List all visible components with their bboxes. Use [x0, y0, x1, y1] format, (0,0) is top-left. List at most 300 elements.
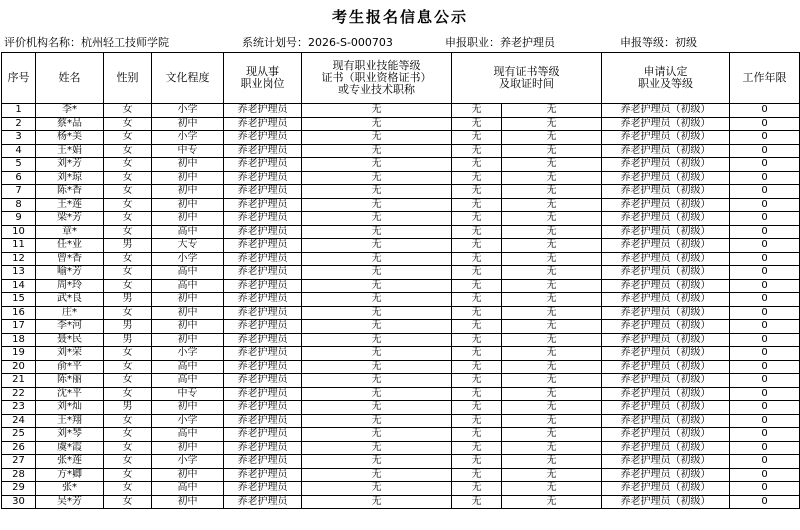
cell-apply: 养老护理员（初级） — [602, 428, 730, 442]
cell-years: 0 — [730, 333, 800, 347]
cell-seq: 16 — [2, 306, 36, 320]
cell-seq: 11 — [2, 239, 36, 253]
table-row — [2, 171, 800, 185]
cell-name: 杨*美 — [36, 131, 104, 145]
cell-gender: 女 — [104, 171, 152, 185]
cell-cert-time: 无 — [502, 131, 602, 145]
cell-education: 初中 — [152, 401, 224, 415]
cell-education: 初中 — [152, 171, 224, 185]
cell-apply: 养老护理员（初级） — [602, 198, 730, 212]
cell-skill-cert: 无 — [302, 482, 452, 496]
cell-cert-level: 无 — [452, 414, 502, 428]
table-row — [2, 293, 800, 307]
cell-post: 养老护理员 — [224, 455, 302, 469]
table-row — [2, 360, 800, 374]
header-cert-level: 现有证书等级 及取证时间 — [452, 53, 602, 104]
cell-cert-time: 无 — [502, 495, 602, 509]
cell-skill-cert: 无 — [302, 293, 452, 307]
cell-education: 初中 — [152, 441, 224, 455]
cell-education: 中专 — [152, 144, 224, 158]
cell-name: 沈*平 — [36, 387, 104, 401]
cell-education: 中专 — [152, 387, 224, 401]
cell-seq: 5 — [2, 158, 36, 172]
cell-seq: 13 — [2, 266, 36, 280]
cell-seq: 10 — [2, 225, 36, 239]
cell-name: 曾*香 — [36, 252, 104, 266]
cell-cert-level: 无 — [452, 225, 502, 239]
cell-gender: 女 — [104, 212, 152, 226]
cell-post: 养老护理员 — [224, 185, 302, 199]
cell-post: 养老护理员 — [224, 401, 302, 415]
table-row — [2, 347, 800, 361]
cell-gender: 女 — [104, 306, 152, 320]
cell-years: 0 — [730, 428, 800, 442]
cell-education: 初中 — [152, 320, 224, 334]
cell-cert-level: 无 — [452, 468, 502, 482]
cell-years: 0 — [730, 104, 800, 118]
cell-education: 高中 — [152, 374, 224, 388]
plan-number: 系统计划号：2026-S-000703 — [242, 36, 393, 49]
cell-apply: 养老护理员（初级） — [602, 266, 730, 280]
cell-years: 0 — [730, 239, 800, 253]
cell-skill-cert: 无 — [302, 131, 452, 145]
cell-name: 刘*琼 — [36, 171, 104, 185]
cell-education: 初中 — [152, 333, 224, 347]
cell-skill-cert: 无 — [302, 414, 452, 428]
org-name: 评价机构名称：杭州轻工技师学院 — [4, 36, 169, 49]
cell-education: 初中 — [152, 185, 224, 199]
cell-name: 周*玲 — [36, 279, 104, 293]
cell-cert-time: 无 — [502, 333, 602, 347]
table-row — [2, 306, 800, 320]
table-row — [2, 252, 800, 266]
cell-gender: 女 — [104, 468, 152, 482]
cell-cert-level: 无 — [452, 360, 502, 374]
table-row — [2, 212, 800, 226]
cell-years: 0 — [730, 441, 800, 455]
cell-years: 0 — [730, 198, 800, 212]
cell-years: 0 — [730, 131, 800, 145]
table-row — [2, 495, 800, 509]
cell-skill-cert: 无 — [302, 266, 452, 280]
cell-name: 王*娟 — [36, 144, 104, 158]
table-row — [2, 185, 800, 199]
cell-cert-time: 无 — [502, 239, 602, 253]
cell-education: 小学 — [152, 252, 224, 266]
cell-years: 0 — [730, 414, 800, 428]
table-row — [2, 198, 800, 212]
cell-skill-cert: 无 — [302, 104, 452, 118]
cell-post: 养老护理员 — [224, 239, 302, 253]
cell-gender: 男 — [104, 320, 152, 334]
cell-name: 李* — [36, 104, 104, 118]
cell-gender: 女 — [104, 360, 152, 374]
cell-gender: 女 — [104, 414, 152, 428]
cell-education: 高中 — [152, 279, 224, 293]
cell-education: 高中 — [152, 428, 224, 442]
cell-seq: 26 — [2, 441, 36, 455]
cell-apply: 养老护理员（初级） — [602, 360, 730, 374]
cell-cert-time: 无 — [502, 171, 602, 185]
cell-years: 0 — [730, 468, 800, 482]
cell-gender: 男 — [104, 401, 152, 415]
table-row — [2, 131, 800, 145]
table-row — [2, 117, 800, 131]
cell-name: 聂*民 — [36, 333, 104, 347]
cell-years: 0 — [730, 306, 800, 320]
cell-apply: 养老护理员（初级） — [602, 401, 730, 415]
cell-cert-level: 无 — [452, 428, 502, 442]
cell-years: 0 — [730, 158, 800, 172]
cell-post: 养老护理员 — [224, 144, 302, 158]
cell-post: 养老护理员 — [224, 495, 302, 509]
cell-apply: 养老护理员（初级） — [602, 239, 730, 253]
cell-cert-level: 无 — [452, 347, 502, 361]
table-row — [2, 239, 800, 253]
header-name: 姓名 — [36, 53, 104, 104]
cell-seq: 20 — [2, 360, 36, 374]
cell-cert-time: 无 — [502, 347, 602, 361]
cell-post: 养老护理员 — [224, 158, 302, 172]
cell-apply: 养老护理员（初级） — [602, 171, 730, 185]
cell-years: 0 — [730, 212, 800, 226]
cell-years: 0 — [730, 401, 800, 415]
cell-post: 养老护理员 — [224, 252, 302, 266]
page-title: 考生报名信息公示 — [331, 8, 468, 26]
cell-name: 方*卿 — [36, 468, 104, 482]
cell-years: 0 — [730, 347, 800, 361]
cell-name: 任*业 — [36, 239, 104, 253]
cell-skill-cert: 无 — [302, 279, 452, 293]
cell-education: 高中 — [152, 266, 224, 280]
cell-years: 0 — [730, 117, 800, 131]
cell-seq: 23 — [2, 401, 36, 415]
cell-education: 小学 — [152, 131, 224, 145]
cell-apply: 养老护理员（初级） — [602, 131, 730, 145]
table-row — [2, 387, 800, 401]
cell-post: 养老护理员 — [224, 131, 302, 145]
table-row — [2, 320, 800, 334]
header-education: 文化程度 — [152, 53, 224, 104]
cell-cert-level: 无 — [452, 455, 502, 469]
cell-post: 养老护理员 — [224, 387, 302, 401]
cell-education: 高中 — [152, 225, 224, 239]
info-line — [0, 34, 800, 52]
cell-years: 0 — [730, 360, 800, 374]
cell-cert-time: 无 — [502, 306, 602, 320]
cell-years: 0 — [730, 252, 800, 266]
cell-apply: 养老护理员（初级） — [602, 252, 730, 266]
cell-education: 小学 — [152, 347, 224, 361]
cell-cert-time: 无 — [502, 441, 602, 455]
cell-gender: 女 — [104, 428, 152, 442]
cell-name: 刘*琴 — [36, 428, 104, 442]
cell-cert-time: 无 — [502, 374, 602, 388]
cell-gender: 女 — [104, 117, 152, 131]
cell-education: 初中 — [152, 198, 224, 212]
cell-cert-time: 无 — [502, 104, 602, 118]
cell-seq: 2 — [2, 117, 36, 131]
cell-cert-time: 无 — [502, 414, 602, 428]
cell-cert-level: 无 — [452, 185, 502, 199]
cell-apply: 养老护理员（初级） — [602, 212, 730, 226]
cell-years: 0 — [730, 266, 800, 280]
cell-cert-level: 无 — [452, 482, 502, 496]
cell-cert-level: 无 — [452, 158, 502, 172]
table-row — [2, 428, 800, 442]
cell-cert-time: 无 — [502, 401, 602, 415]
cell-gender: 女 — [104, 252, 152, 266]
cell-cert-level: 无 — [452, 198, 502, 212]
cell-cert-time: 无 — [502, 185, 602, 199]
cell-cert-level: 无 — [452, 117, 502, 131]
cell-name: 喻*芳 — [36, 266, 104, 280]
cell-post: 养老护理员 — [224, 212, 302, 226]
cell-seq: 22 — [2, 387, 36, 401]
cell-name: 王*莲 — [36, 198, 104, 212]
cell-skill-cert: 无 — [302, 144, 452, 158]
cell-skill-cert: 无 — [302, 428, 452, 442]
table-row — [2, 144, 800, 158]
cell-seq: 27 — [2, 455, 36, 469]
cell-years: 0 — [730, 387, 800, 401]
cell-skill-cert: 无 — [302, 306, 452, 320]
cell-education: 初中 — [152, 117, 224, 131]
cell-apply: 养老护理员（初级） — [602, 185, 730, 199]
cell-gender: 女 — [104, 279, 152, 293]
cell-cert-level: 无 — [452, 144, 502, 158]
cell-cert-level: 无 — [452, 387, 502, 401]
cell-name: 庄* — [36, 306, 104, 320]
cell-name: 刘*荣 — [36, 347, 104, 361]
cell-name: 吴*芳 — [36, 495, 104, 509]
cell-cert-time: 无 — [502, 266, 602, 280]
cell-cert-time: 无 — [502, 293, 602, 307]
cell-cert-time: 无 — [502, 482, 602, 496]
header-years: 工作年限 — [730, 53, 800, 104]
cell-seq: 3 — [2, 131, 36, 145]
cell-years: 0 — [730, 482, 800, 496]
cell-seq: 15 — [2, 293, 36, 307]
cell-apply: 养老护理员（初级） — [602, 144, 730, 158]
table-row — [2, 266, 800, 280]
cell-name: 武*良 — [36, 293, 104, 307]
cell-apply: 养老护理员（初级） — [602, 293, 730, 307]
cell-education: 小学 — [152, 414, 224, 428]
cell-skill-cert: 无 — [302, 495, 452, 509]
cell-cert-level: 无 — [452, 266, 502, 280]
cell-post: 养老护理员 — [224, 320, 302, 334]
cell-post: 养老护理员 — [224, 293, 302, 307]
cell-skill-cert: 无 — [302, 185, 452, 199]
cell-cert-level: 无 — [452, 374, 502, 388]
cell-gender: 女 — [104, 441, 152, 455]
cell-cert-time: 无 — [502, 144, 602, 158]
table-row — [2, 333, 800, 347]
cell-gender: 女 — [104, 225, 152, 239]
cell-post: 养老护理员 — [224, 441, 302, 455]
cell-gender: 女 — [104, 144, 152, 158]
cell-education: 大专 — [152, 239, 224, 253]
cell-skill-cert: 无 — [302, 171, 452, 185]
cell-post: 养老护理员 — [224, 428, 302, 442]
cell-education: 初中 — [152, 306, 224, 320]
header-post: 现从事 职业岗位 — [224, 53, 302, 104]
cell-cert-time: 无 — [502, 455, 602, 469]
cell-post: 养老护理员 — [224, 374, 302, 388]
cell-years: 0 — [730, 144, 800, 158]
table-row — [2, 225, 800, 239]
cell-cert-level: 无 — [452, 401, 502, 415]
cell-cert-level: 无 — [452, 279, 502, 293]
cell-cert-level: 无 — [452, 293, 502, 307]
cell-cert-time: 无 — [502, 212, 602, 226]
cell-cert-level: 无 — [452, 131, 502, 145]
cell-post: 养老护理员 — [224, 482, 302, 496]
cell-post: 养老护理员 — [224, 104, 302, 118]
cell-post: 养老护理员 — [224, 279, 302, 293]
cell-apply: 养老护理员（初级） — [602, 225, 730, 239]
cell-post: 养老护理员 — [224, 198, 302, 212]
cell-seq: 9 — [2, 212, 36, 226]
cell-cert-level: 无 — [452, 320, 502, 334]
cell-cert-level: 无 — [452, 104, 502, 118]
cell-apply: 养老护理员（初级） — [602, 495, 730, 509]
table-header-row — [2, 53, 800, 104]
cell-post: 养老护理员 — [224, 266, 302, 280]
cell-cert-time: 无 — [502, 158, 602, 172]
cell-gender: 女 — [104, 266, 152, 280]
cell-skill-cert: 无 — [302, 320, 452, 334]
cell-years: 0 — [730, 293, 800, 307]
cell-cert-time: 无 — [502, 428, 602, 442]
cell-name: 虞*霞 — [36, 441, 104, 455]
cell-post: 养老护理员 — [224, 333, 302, 347]
cell-cert-time: 无 — [502, 360, 602, 374]
cell-apply: 养老护理员（初级） — [602, 441, 730, 455]
cell-cert-time: 无 — [502, 225, 602, 239]
cell-post: 养老护理员 — [224, 171, 302, 185]
cell-apply: 养老护理员（初级） — [602, 306, 730, 320]
cell-apply: 养老护理员（初级） — [602, 482, 730, 496]
cell-post: 养老护理员 — [224, 306, 302, 320]
cell-seq: 29 — [2, 482, 36, 496]
cell-skill-cert: 无 — [302, 347, 452, 361]
cell-post: 养老护理员 — [224, 414, 302, 428]
cell-cert-time: 无 — [502, 117, 602, 131]
cell-name: 陈*香 — [36, 185, 104, 199]
cell-skill-cert: 无 — [302, 374, 452, 388]
candidate-table — [1, 52, 800, 509]
cell-cert-time: 无 — [502, 387, 602, 401]
cell-skill-cert: 无 — [302, 468, 452, 482]
cell-apply: 养老护理员（初级） — [602, 117, 730, 131]
cell-cert-level: 无 — [452, 333, 502, 347]
cell-years: 0 — [730, 495, 800, 509]
header-gender: 性别 — [104, 53, 152, 104]
table-row — [2, 414, 800, 428]
table-row — [2, 441, 800, 455]
cell-skill-cert: 无 — [302, 387, 452, 401]
cell-cert-level: 无 — [452, 171, 502, 185]
cell-skill-cert: 无 — [302, 239, 452, 253]
cell-cert-level: 无 — [452, 495, 502, 509]
cell-name: 刘*芳 — [36, 158, 104, 172]
cell-gender: 男 — [104, 239, 152, 253]
cell-post: 养老护理员 — [224, 468, 302, 482]
table-row — [2, 455, 800, 469]
cell-post: 养老护理员 — [224, 225, 302, 239]
cell-cert-time: 无 — [502, 320, 602, 334]
cell-seq: 18 — [2, 333, 36, 347]
cell-gender: 女 — [104, 104, 152, 118]
cell-seq: 14 — [2, 279, 36, 293]
cell-seq: 21 — [2, 374, 36, 388]
cell-name: 章* — [36, 225, 104, 239]
header-seq: 序号 — [2, 53, 36, 104]
cell-skill-cert: 无 — [302, 360, 452, 374]
cell-cert-time: 无 — [502, 252, 602, 266]
table-row — [2, 468, 800, 482]
cell-seq: 25 — [2, 428, 36, 442]
table-row — [2, 279, 800, 293]
cell-name: 陈*丽 — [36, 374, 104, 388]
cell-skill-cert: 无 — [302, 455, 452, 469]
cell-cert-level: 无 — [452, 441, 502, 455]
cell-post: 养老护理员 — [224, 347, 302, 361]
table-row — [2, 374, 800, 388]
cell-name: 王*翔 — [36, 414, 104, 428]
cell-apply: 养老护理员（初级） — [602, 387, 730, 401]
cell-gender: 女 — [104, 158, 152, 172]
cell-skill-cert: 无 — [302, 117, 452, 131]
cell-seq: 19 — [2, 347, 36, 361]
cell-years: 0 — [730, 171, 800, 185]
cell-skill-cert: 无 — [302, 441, 452, 455]
cell-skill-cert: 无 — [302, 225, 452, 239]
cell-seq: 8 — [2, 198, 36, 212]
cell-seq: 17 — [2, 320, 36, 334]
cell-apply: 养老护理员（初级） — [602, 347, 730, 361]
table-row — [2, 158, 800, 172]
cell-post: 养老护理员 — [224, 360, 302, 374]
cell-cert-time: 无 — [502, 198, 602, 212]
apply-level: 申报等级：初级 — [620, 36, 697, 49]
cell-cert-time: 无 — [502, 279, 602, 293]
cell-education: 初中 — [152, 158, 224, 172]
cell-gender: 女 — [104, 482, 152, 496]
cell-gender: 女 — [104, 347, 152, 361]
cell-seq: 30 — [2, 495, 36, 509]
cell-years: 0 — [730, 374, 800, 388]
table-row — [2, 401, 800, 415]
cell-seq: 1 — [2, 104, 36, 118]
cell-skill-cert: 无 — [302, 252, 452, 266]
cell-cert-level: 无 — [452, 212, 502, 226]
cell-seq: 24 — [2, 414, 36, 428]
cell-apply: 养老护理员（初级） — [602, 468, 730, 482]
cell-years: 0 — [730, 225, 800, 239]
cell-seq: 6 — [2, 171, 36, 185]
cell-apply: 养老护理员（初级） — [602, 414, 730, 428]
cell-cert-level: 无 — [452, 239, 502, 253]
cell-name: 蔡*品 — [36, 117, 104, 131]
cell-name: 李*河 — [36, 320, 104, 334]
cell-years: 0 — [730, 320, 800, 334]
cell-gender: 女 — [104, 198, 152, 212]
cell-name: 梁*芳 — [36, 212, 104, 226]
cell-post: 养老护理员 — [224, 117, 302, 131]
